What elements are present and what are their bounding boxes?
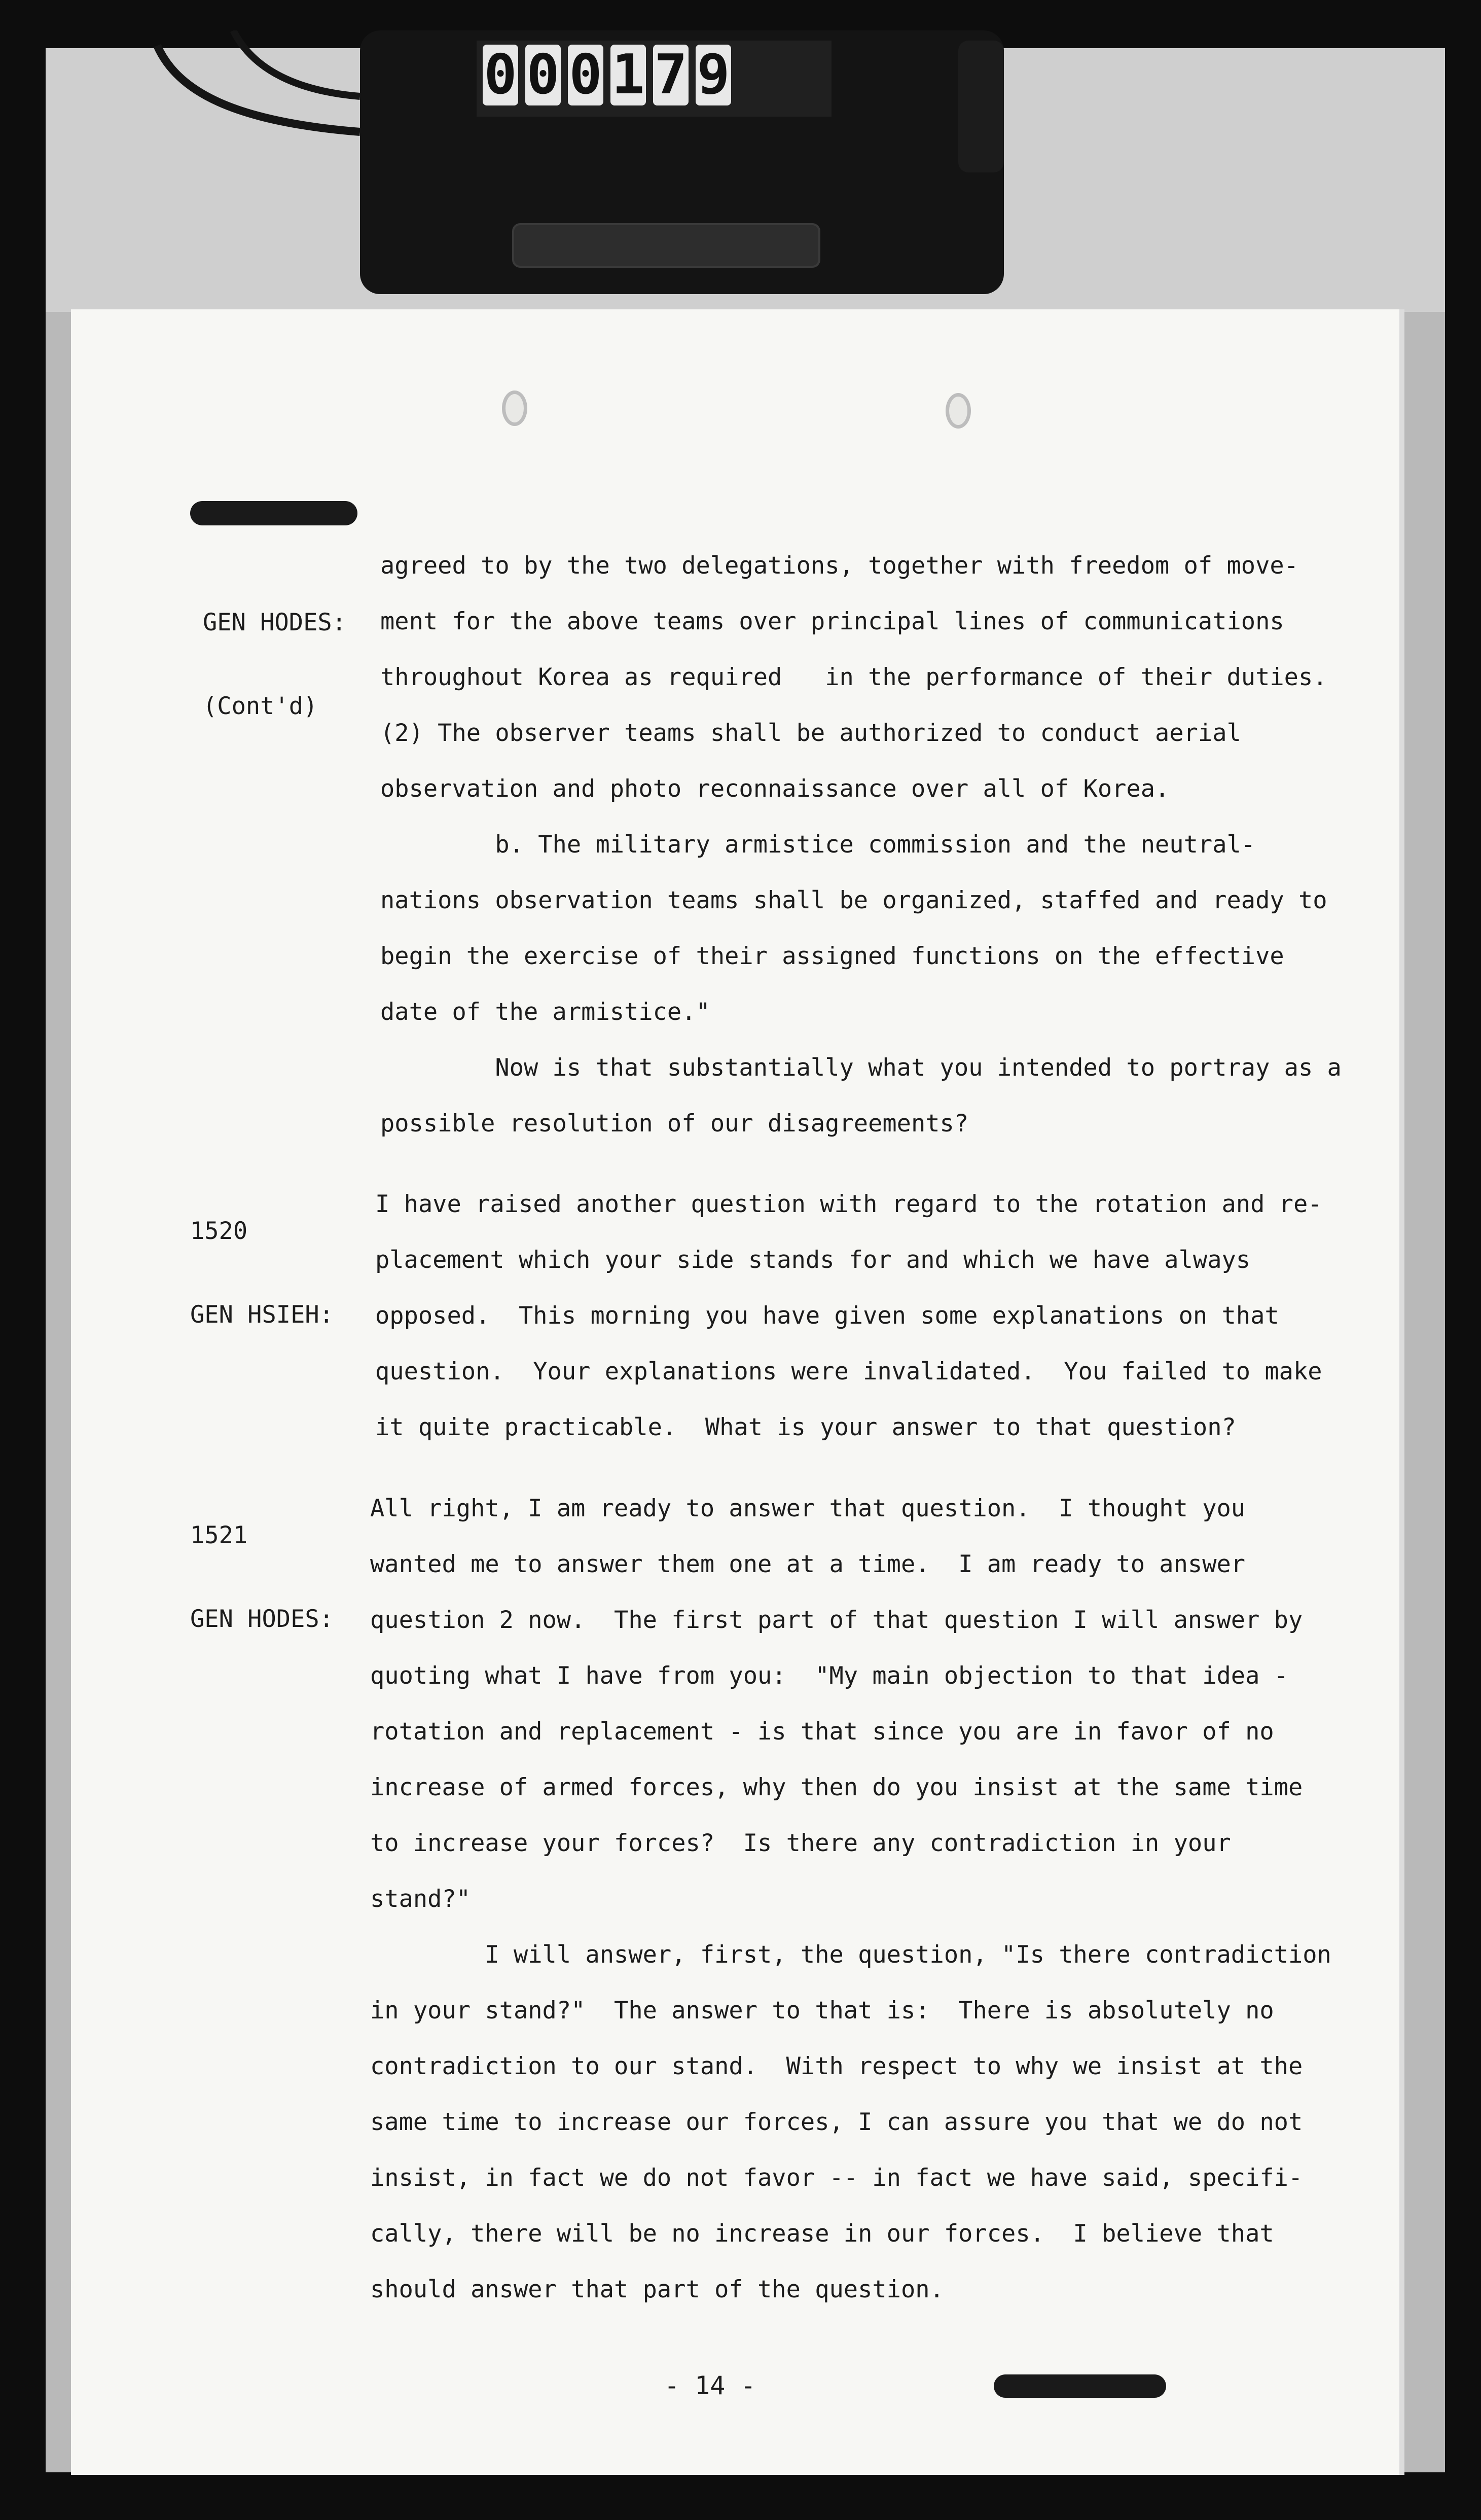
transcript-line: agreed to by the two delegations, together with freedom of move-	[380, 552, 1298, 580]
counter-digit: 9	[696, 45, 731, 105]
counter-slot	[512, 223, 820, 268]
redaction-mark-bottom	[994, 2374, 1166, 2398]
speaker-continuation: (Cont'd)	[203, 692, 318, 720]
speaker-name: GEN HODES:	[203, 609, 346, 636]
transcript-line: I have raised another question with regard to the rotation and re-	[375, 1190, 1322, 1218]
transcript-line: Now is that substantially what you intended to portray as a	[380, 1054, 1342, 1082]
transcript-line: opposed. This morning you have given some explanations on that	[375, 1302, 1279, 1330]
transcript-line: observation and photo reconnaissance over all of Korea.	[380, 775, 1170, 803]
speaker-label	[190, 1466, 383, 1689]
transcript-line: placement which your side stands for and which we have always	[375, 1246, 1251, 1274]
frame-counter-device	[360, 30, 1004, 294]
transcript-line: ment for the above teams over principal lines of communications	[380, 608, 1284, 635]
speaker-label	[203, 553, 395, 776]
transcript-line: I will answer, first, the question, "Is there contradiction	[370, 1941, 1331, 1969]
transcript-line: All right, I am ready to answer that question. I thought you	[370, 1495, 1246, 1522]
transcript-line: stand?"	[370, 1885, 471, 1913]
counter-digit: 1	[610, 45, 646, 105]
transcript-line: begin the exercise of their assigned functions on the effective	[380, 942, 1284, 970]
transcript-line: wanted me to answer them one at a time. I am ready to answer	[370, 1550, 1246, 1578]
counter-knob	[958, 41, 1004, 172]
counter-digit: 0	[483, 45, 518, 105]
transcript-line: question. Your explanations were invalidated. You failed to make	[375, 1358, 1322, 1386]
transcript-line: same time to increase our forces, I can assure you that we do not	[370, 2108, 1303, 2136]
transcript-line: possible resolution of our disagreements?	[380, 1110, 969, 1138]
counter-digit: 0	[568, 45, 603, 105]
counter-digit: 7	[653, 45, 689, 105]
page-number: - 14 -	[664, 2371, 756, 2400]
transcript-line: throughout Korea as required in the performance of their duties.	[380, 663, 1327, 691]
transcript-line: b. The military armistice commission and the neutral-	[380, 831, 1256, 859]
transcript-line: insist, in fact we do not favor -- in fact we have said, specifi-	[370, 2164, 1303, 2192]
transcript-line: date of the armistice."	[380, 998, 710, 1026]
speaker-name: GEN HODES:	[190, 1605, 334, 1633]
transcript-line: in your stand?" The answer to that is: There is absolutely no	[370, 1997, 1274, 2025]
speaker-name: GEN HSIEH:	[190, 1301, 334, 1329]
transcript-line: should answer that part of the question.	[370, 2276, 944, 2303]
transcript-line: rotation and replacement - is that since you are in favor of no	[370, 1718, 1274, 1746]
transcript-line: it quite practicable. What is your answer to that question?	[375, 1413, 1236, 1441]
transcript-line: quoting what I have from you: "My main objection to that idea -	[370, 1662, 1288, 1690]
counter-digit: 0	[525, 45, 561, 105]
transcript-line: increase of armed forces, why then do you insist at the same time	[370, 1773, 1303, 1801]
punch-hole-left	[502, 391, 527, 426]
frame-counter-display	[477, 41, 832, 117]
punch-hole-right	[946, 393, 971, 429]
transcript-line: contradiction to our stand. With respect to why we insist at the	[370, 2052, 1303, 2080]
transcript-page	[71, 309, 1399, 2475]
speaker-label	[190, 1161, 383, 1385]
message-number: 1521	[190, 1521, 248, 1549]
transcript-line: (2) The observer teams shall be authorized to conduct aerial	[380, 719, 1241, 747]
redaction-mark-top	[190, 501, 357, 525]
transcript-line: cally, there will be no increase in our forces. I believe that	[370, 2220, 1274, 2248]
message-number: 1520	[190, 1217, 248, 1245]
transcript-line: nations observation teams shall be organized, staffed and ready to	[380, 886, 1327, 914]
transcript-line: question 2 now. The first part of that question I will answer by	[370, 1606, 1303, 1634]
transcript-line: to increase your forces? Is there any contradiction in your	[370, 1829, 1231, 1857]
